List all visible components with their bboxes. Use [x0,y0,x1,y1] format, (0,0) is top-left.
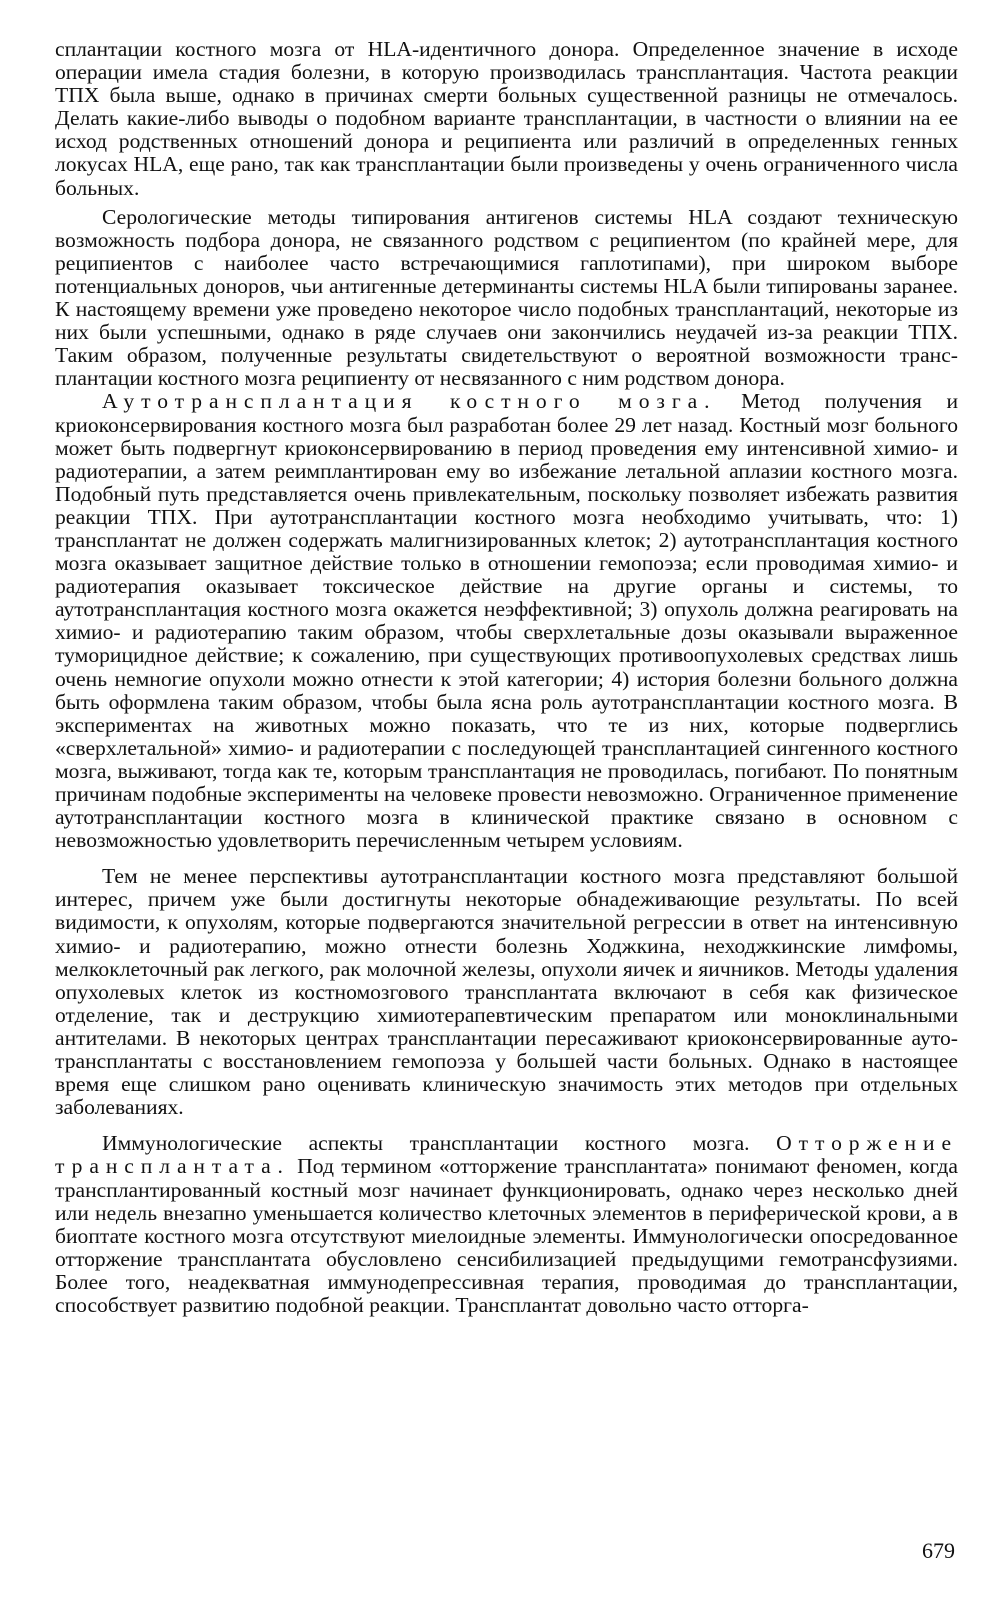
page-number: 679 [922,1538,955,1563]
section-heading-graft-rejection: Отторжение трансплантата. [55,1131,958,1179]
paragraph-text: Под термином «отторжение трансплантата» понимают феномен, когда трансплантированный костный мозг начинает функционировать, однако через несколько дней или недель внезапно уменьшается количество клеточных элементов в периферической крови, а в биоптате костного мозга отсутствуют миелоидные элементы. Иммунологически опосредованное отторжение трансплантата обусловлено сенсибилизацией предыдущими гемотрансфузиями. Более того, неадекватная иммунодепрессивная терапия, проводимая до трансплантации, способствует развитию подобной реакции. Трансплантат довольно часто отторга- [55,1154,958,1317]
section-lead-immunology: Иммунологические аспекты трансплантации костного мозга. [102,1131,750,1156]
paragraph-text: Серологические методы типирования антигенов системы HLA создают техническую возможность подбора донора, не связанного родством с реципиентом (по крайней мере, для реципиентов с наиболее часто встречающимися гаплотипами), при широком выборе потенциальных доноров, чьи антигенные детерминанты системы HLA были типированы заранее. К настоящему времени уже проведено некоторое число подобных трансплантаций, некоторые из них были успешными, однако в ряде случаев они закончились неудачей из-за реакции ТПХ. Таким образом, полученные результаты свидетельствуют о вероятной возможности трансплантации костного мозга реципиенту от несвязанного с ним родством донора. [55,204,958,391]
paragraph-autotransplantation [55,390,958,852]
paragraph-text: Метод получения и криоконсервирования костного мозга был разработан более 29 лет назад. Костный мозг больного может быть подвергнут криоконсервированию в период проведения ему интенсивной химио- и радиотерапии, а затем реимплантирован ему во избежание летальной аплазии костного мозга. Подобный путь представляется очень привлекательным, поскольку позволяет избежать развития реакции ТПХ. При аутотрансплантации костного мозга необходимо учитывать, что: 1) трансплантат не должен содержать малигнизированных клеток; 2) аутотрансплантация костного мозга оказывает защитное действие только в отношении гемопоэза; если проводимая химио- и радиотерапия оказывает токсическое действие на другие органы и системы, то аутотрансплантация костного мозга окажется неэффективной; 3) опухоль должна реагировать на химио- и радиотерапию таким образом, чтобы сверхлетальные дозы оказывали выраженное туморицидное действие; к сожалению, при существующих противоопухолевых средствах лишь очень немногие опухоли можно отнести к этой категории; 4) история болезни больного должна быть оформлена таким образом, чтобы была ясна роль аутотрансплантации костного мозга. В экспериментах на животных можно показать, что те из них, которые подверглись «сверхлетальной» химио- и радиотерапии с последующей трансплантацией сингенного костного мозга, выживают, тогда как те, которым трансплантация не проводилась, погибают. По понятным причинам подобные эксперименты на человеке провести невозможно. Ограниченное применение аутотрансплантации костного мозга в клинической практике связано в основном с невозможностью удовлетворить перечисленным четырем условиям. [55,389,958,853]
paragraph-text: Тем не менее перспективы аутотрансплантации костного мозга представляют большой интерес, причем уже были достигнуты некоторые обнадеживающие результаты. По всей видимости, к опухолям, которые подвергаются значительной регрессии в ответ на интенсивную химио- и радиотерапию, можно отнести болезнь Ходжкина, неходжкинские лимфомы, мелкоклеточный рак легкого, рак молочной железы, опухоли яичек и яичников. Методы удаления опухолевых клеток из костномозгового трансплантата включают в себя как физическое отделение, так и деструкцию химиотерапевтическим препаратом или моноклинальными антителами. В некоторых центрах трансплантации пересаживают криоконсервированные аутотрансплантаты с восстановлением гемопоэза у большей части больных. Однако в настоящее время еще слишком рано оценивать клиническую значимость этих методов при отдельных заболеваниях. [55,864,958,1120]
paragraph-immunology-graft-rejection [55,1132,958,1317]
section-heading-autotransplantation: Аутотрансплантация костного мозга. [102,389,717,414]
paragraph-serological-typing [55,206,958,391]
page-text-column [55,38,958,1317]
paragraph-text: сплантации костного мозга от HLA-идентичного донора. Определенное значение в исходе операции имела стадия болезни, в которую производилась трансплантация. Частота реакции ТПХ была выше, однако в причинах смерти больных существенной разницы не отмечалось. Делать какие-либо выводы о подобном варианте трансплантации, в частности о влиянии на ее исход родственных отношений донора и реципиента или различий в определенных генных локусах HLA, еще рано, так как трансплантации были произведены у очень ограниченного числа больных. [55,37,958,200]
paragraph-sibling-transplant-outcome [55,38,958,200]
paragraph-autotransplantation-prospects [55,865,958,1119]
